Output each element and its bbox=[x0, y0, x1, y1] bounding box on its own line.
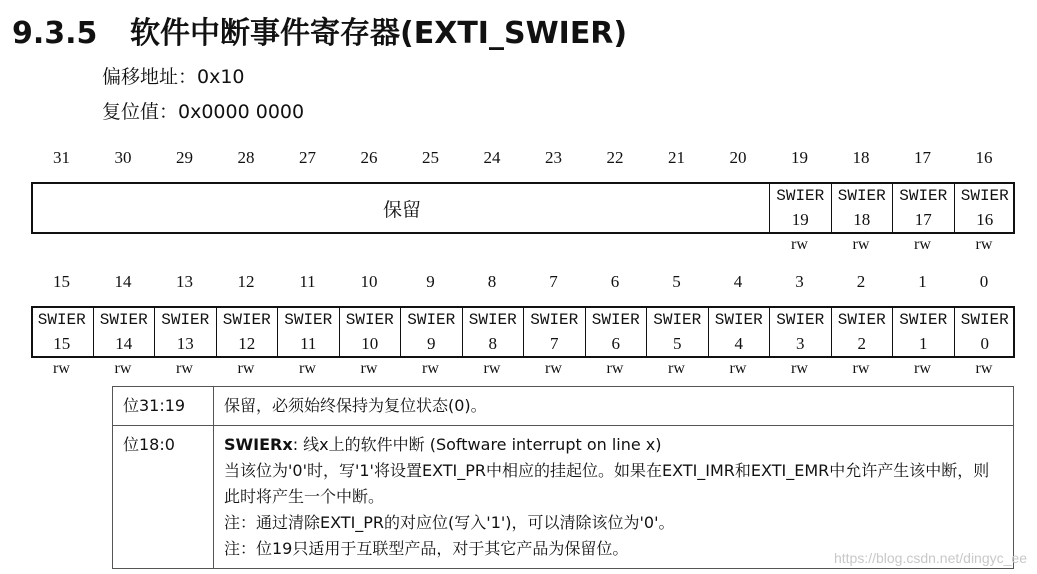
field-name: SWIER bbox=[591, 311, 640, 329]
access-type: rw bbox=[729, 360, 747, 377]
bit-field bbox=[831, 184, 893, 232]
reserved-field bbox=[33, 184, 771, 232]
bit-field bbox=[31, 308, 93, 356]
field-index: 3 bbox=[796, 334, 805, 353]
bit-description-table bbox=[112, 386, 1014, 569]
bit-field bbox=[769, 184, 831, 232]
bit-number: 2 bbox=[856, 272, 866, 291]
field-index: 17 bbox=[914, 210, 932, 229]
field-index: 10 bbox=[361, 334, 379, 353]
bits-cell: 位18:0 bbox=[113, 426, 214, 569]
field-index: 5 bbox=[673, 334, 682, 353]
field-index: 15 bbox=[53, 334, 71, 353]
access-type: rw bbox=[176, 360, 193, 377]
bit-field bbox=[892, 184, 954, 232]
access-type: rw bbox=[114, 360, 132, 377]
field-index: 0 bbox=[980, 334, 989, 353]
access-type: rw bbox=[791, 360, 808, 377]
bit-number: 26 bbox=[360, 148, 378, 167]
field-index: 14 bbox=[115, 334, 133, 353]
field-name: SWIER bbox=[284, 311, 333, 329]
field-name: SWIER bbox=[960, 187, 1009, 205]
bit-field bbox=[708, 308, 770, 356]
register-upper-half bbox=[31, 182, 1015, 234]
bit-number: 16 bbox=[975, 148, 993, 167]
field-name: SWIER bbox=[222, 311, 271, 329]
bit-field bbox=[585, 308, 647, 356]
field-description: 当该位为'0'时，写'1'将设置EXTI_PR中相应的挂起位。如果在EXTI_IMR和EXTI_EMR中允许产生该中断，则此时将产生一个中断。 bbox=[224, 461, 990, 506]
bit-number: 15 bbox=[53, 272, 70, 291]
field-name: SWIER bbox=[837, 311, 886, 329]
section-heading bbox=[12, 8, 627, 52]
access-type: rw bbox=[237, 360, 255, 377]
access-type: rw bbox=[791, 236, 808, 253]
bit-number: 3 bbox=[795, 272, 804, 291]
field-note-2: 注：位19只适用于互联型产品，对于其它产品为保留位。 bbox=[224, 539, 629, 558]
watermark: https://blog.csdn.net/dingyc_ee bbox=[833, 550, 1027, 566]
access-type: rw bbox=[914, 360, 931, 377]
description-cell bbox=[214, 426, 1014, 569]
bit-number: 21 bbox=[668, 148, 685, 167]
bit-number: 29 bbox=[176, 148, 193, 167]
bit-field bbox=[892, 308, 954, 356]
access-type: rw bbox=[852, 360, 870, 377]
bit-field bbox=[400, 308, 462, 356]
bit-number: 23 bbox=[545, 148, 562, 167]
access-type: rw bbox=[852, 236, 870, 253]
field-name: SWIER bbox=[345, 311, 394, 329]
access-type: rw bbox=[53, 360, 70, 377]
bit-field bbox=[646, 308, 708, 356]
offset-address: 偏移地址：0x10 bbox=[102, 66, 245, 88]
bit-number: 7 bbox=[549, 272, 558, 291]
field-index: 13 bbox=[176, 334, 194, 353]
field-name: SWIERx bbox=[224, 435, 293, 454]
section-number: 9.3.5 bbox=[12, 16, 98, 51]
bit-number: 0 bbox=[979, 272, 989, 291]
bit-number: 31 bbox=[53, 148, 70, 167]
bit-number: 12 bbox=[237, 272, 255, 291]
access-type: rw bbox=[360, 360, 378, 377]
access-type: rw bbox=[483, 360, 501, 377]
field-index: 16 bbox=[976, 210, 994, 229]
bit-number: 14 bbox=[114, 272, 132, 291]
bit-number: 30 bbox=[114, 148, 132, 167]
field-name: SWIER bbox=[99, 311, 148, 329]
bit-number: 4 bbox=[733, 272, 743, 291]
field-name: SWIER bbox=[960, 311, 1009, 329]
reset-value: 复位值：0x0000 0000 bbox=[102, 101, 305, 123]
access-type: rw bbox=[422, 360, 439, 377]
bit-field bbox=[769, 308, 831, 356]
field-note-1: 注：通过清除EXTI_PR的对应位(写入'1')，可以清除该位为'0'。 bbox=[224, 513, 675, 532]
field-index: 4 bbox=[734, 334, 743, 353]
bit-number: 11 bbox=[299, 272, 316, 291]
bit-number: 13 bbox=[176, 272, 193, 291]
bit-field bbox=[523, 308, 585, 356]
field-index: 1 bbox=[919, 334, 928, 353]
field-name: SWIER bbox=[37, 311, 86, 329]
reserved-label: 保留 bbox=[382, 198, 421, 221]
bit-field bbox=[339, 308, 401, 356]
bit-number: 25 bbox=[422, 148, 439, 167]
bit-field bbox=[954, 308, 1016, 356]
field-name: SWIER bbox=[530, 311, 579, 329]
access-type: rw bbox=[299, 360, 316, 377]
field-index: 12 bbox=[238, 334, 256, 353]
table-row bbox=[113, 387, 1014, 426]
access-type: rw bbox=[914, 236, 931, 253]
field-name: SWIER bbox=[837, 187, 886, 205]
access-type: rw bbox=[975, 360, 993, 377]
bit-number: 28 bbox=[237, 148, 255, 167]
bit-number: 1 bbox=[918, 272, 927, 291]
field-name: SWIER bbox=[407, 311, 456, 329]
bit-field bbox=[216, 308, 278, 356]
reserved-description: 保留，必须始终保持为复位状态(0)。 bbox=[224, 396, 487, 415]
access-type: rw bbox=[606, 360, 624, 377]
field-name: SWIER bbox=[776, 311, 825, 329]
field-index: 9 bbox=[427, 334, 436, 353]
description-cell bbox=[214, 387, 1014, 426]
bit-number: 9 bbox=[426, 272, 435, 291]
bit-number: 27 bbox=[299, 148, 316, 167]
table-row bbox=[113, 426, 1014, 569]
field-name: SWIER bbox=[161, 311, 210, 329]
bit-field bbox=[277, 308, 339, 356]
field-title bbox=[224, 432, 1003, 458]
field-index: 19 bbox=[791, 210, 809, 229]
bits-cell: 位31:19 bbox=[113, 387, 214, 426]
field-name: SWIER bbox=[899, 187, 948, 205]
bit-number: 22 bbox=[606, 148, 624, 167]
bit-number: 17 bbox=[914, 148, 931, 167]
field-name: SWIER bbox=[468, 311, 517, 329]
bit-number: 24 bbox=[483, 148, 501, 167]
access-type: rw bbox=[975, 236, 993, 253]
field-index: 11 bbox=[300, 334, 317, 353]
bit-field bbox=[831, 308, 893, 356]
field-index: 2 bbox=[857, 334, 866, 353]
bit-number: 18 bbox=[852, 148, 870, 167]
field-title-rest: : 线x上的软件中断 (Software interrupt on line x) bbox=[292, 435, 662, 454]
access-type: rw bbox=[668, 360, 685, 377]
bit-number: 20 bbox=[729, 148, 747, 167]
bit-number: 19 bbox=[791, 148, 808, 167]
bit-number: 8 bbox=[487, 272, 497, 291]
field-name: SWIER bbox=[776, 187, 825, 205]
register-lower-half bbox=[31, 306, 1015, 358]
field-name: SWIER bbox=[714, 311, 763, 329]
field-index: 7 bbox=[550, 334, 559, 353]
bit-field bbox=[462, 308, 524, 356]
field-name: SWIER bbox=[653, 311, 702, 329]
bit-number: 5 bbox=[672, 272, 681, 291]
field-index: 6 bbox=[611, 334, 620, 353]
bit-field bbox=[93, 308, 155, 356]
bit-number: 10 bbox=[360, 272, 378, 291]
access-type: rw bbox=[545, 360, 562, 377]
bit-field bbox=[154, 308, 216, 356]
field-index: 18 bbox=[853, 210, 871, 229]
bit-field bbox=[954, 184, 1016, 232]
section-title: 软件中断事件寄存器(EXTI_SWIER) bbox=[130, 16, 628, 51]
field-index: 8 bbox=[488, 334, 497, 353]
bit-number: 6 bbox=[610, 272, 620, 291]
field-name: SWIER bbox=[899, 311, 948, 329]
